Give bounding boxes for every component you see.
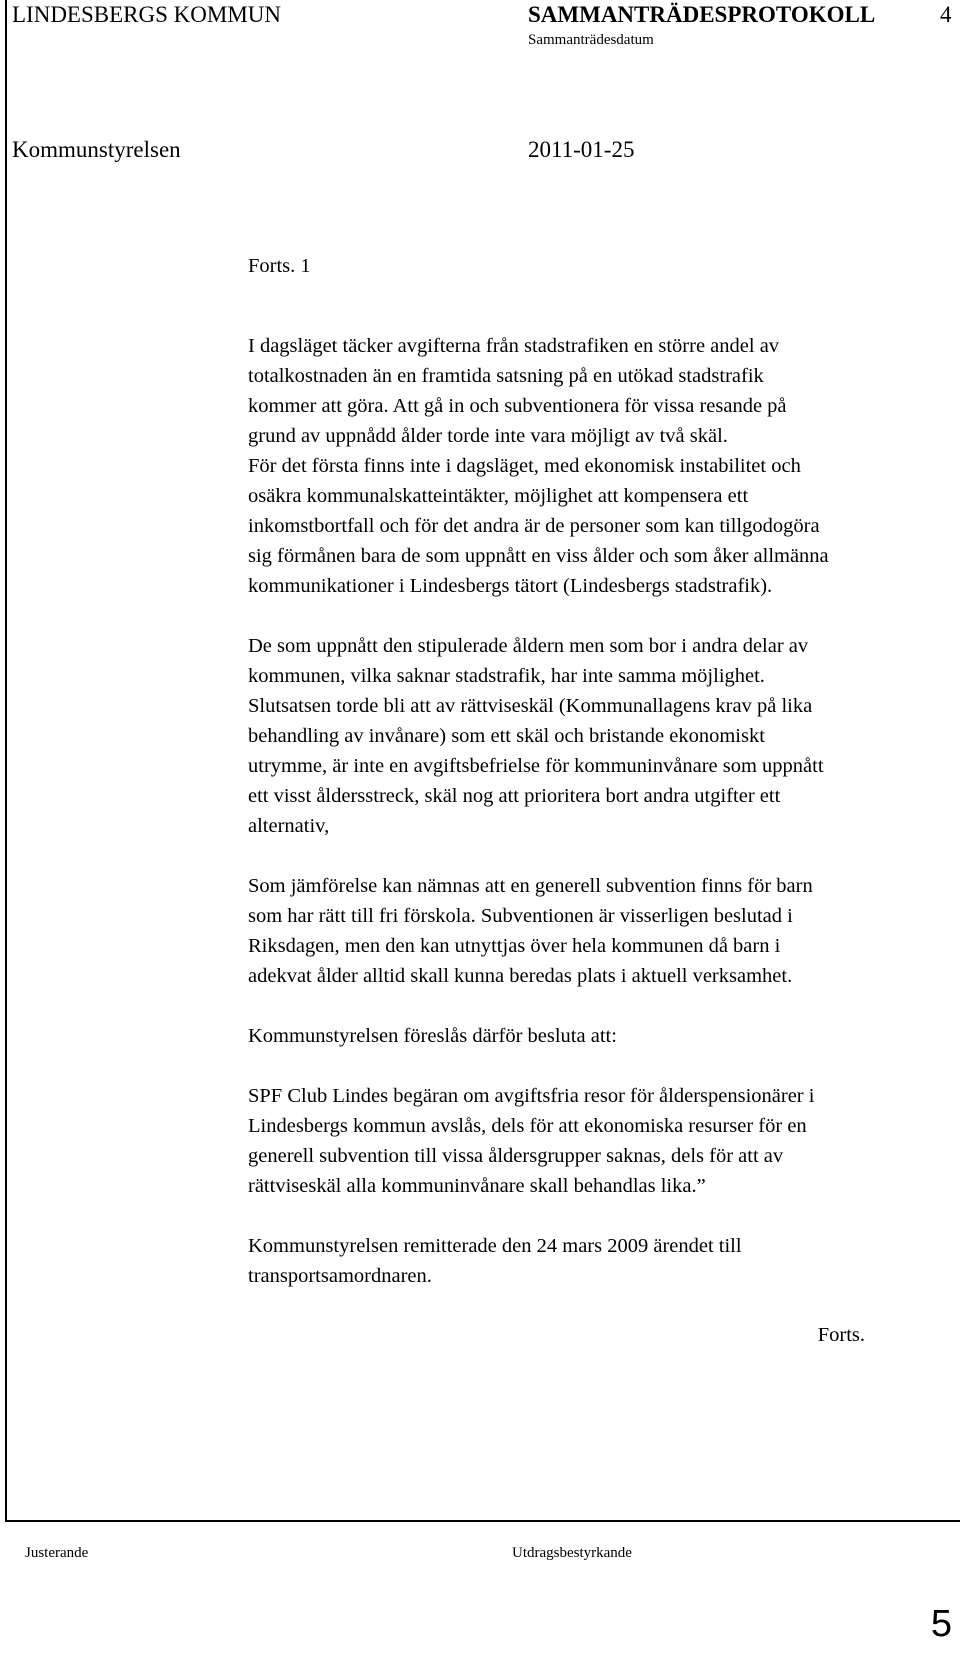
adjuster-label: Justerande xyxy=(25,1545,89,1561)
minutes-body xyxy=(248,251,960,1291)
text-line: SPF Club Lindes begäran om avgiftsfria resor för ålderspensionärer i xyxy=(248,1085,815,1107)
text-line: Riksdagen, men den kan utnyttjas över hela kommunen då barn i xyxy=(248,935,781,957)
text-line: behandling av invånare) som ett skäl och bristande ekonomiskt xyxy=(248,725,765,747)
meeting-date-label: Sammanträdesdatum xyxy=(528,32,654,48)
page-number: 4 xyxy=(940,2,952,27)
section-number: 5 xyxy=(930,1603,952,1645)
text-line: Som jämförelse kan nämnas att en generell subvention finns för barn xyxy=(248,875,813,897)
continued-label: Forts. 1 xyxy=(248,255,311,277)
document-title: SAMMANTRÄDESPROTOKOLL xyxy=(528,2,876,27)
text-line: grund av uppnådd ålder torde inte vara möjligt av två skäl. xyxy=(248,425,728,447)
text-line: osäkra kommunalskatteintäkter, möjlighet att kompensera ett xyxy=(248,485,749,507)
paragraph-1 xyxy=(248,331,960,601)
continued-end-label: Forts. xyxy=(817,1324,865,1346)
text-line: Slutsatsen torde bli att av rättviseskäl (Kommunallagens krav på lika xyxy=(248,695,813,717)
text-line: ett visst åldersstreck, skäl nog att prioritera bort andra utgifter ett xyxy=(248,785,781,807)
paragraph-referral xyxy=(248,1231,960,1291)
text-line: kommunen, vilka saknar stadstrafik, har inte samma möjlighet. xyxy=(248,665,765,687)
left-margin-rule xyxy=(5,0,7,1520)
text-line: I dagsläget täcker avgifterna från stadstrafiken en större andel av xyxy=(248,335,780,357)
proposal-intro: Kommunstyrelsen föreslås därför besluta att: xyxy=(248,1025,617,1047)
text-line: adekvat ålder alltid skall kunna beredas plats i aktuell verksamhet. xyxy=(248,965,793,987)
text-line: utrymme, är inte en avgiftsbefrielse för kommuninvånare som uppnått xyxy=(248,755,824,777)
text-line: totalkostnaden än en framtida satsning på en utökad stadstrafik xyxy=(248,365,764,387)
paragraph-3 xyxy=(248,871,960,991)
municipality-name: LINDESBERGS KOMMUN xyxy=(12,2,281,27)
text-line: alternativ, xyxy=(248,815,330,837)
text-line: transportsamordnaren. xyxy=(248,1265,432,1287)
text-line: Kommunstyrelsen remitterade den 24 mars 2009 ärendet till xyxy=(248,1235,742,1257)
text-line: Lindesbergs kommun avslås, dels för att ekonomiska resurser för en xyxy=(248,1115,807,1137)
text-line: De som uppnått den stipulerade åldern men som bor i andra delar av xyxy=(248,635,809,657)
text-line: generell subvention till vissa åldersgrupper saknas, dels för att av xyxy=(248,1145,784,1167)
text-line: kommer att göra. Att gå in och subventionera för vissa resande på xyxy=(248,395,787,417)
paragraph-2 xyxy=(248,631,960,841)
text-line: som har rätt till fri förskola. Subventionen är visserligen beslutad i xyxy=(248,905,793,927)
footer-rule xyxy=(5,1520,960,1522)
text-line: sig förmånen bara de som uppnått en viss ålder och som åker allmänna xyxy=(248,545,829,567)
text-line: rättviseskäl alla kommuninvånare skall behandlas lika.” xyxy=(248,1175,706,1197)
certification-label: Utdragsbestyrkande xyxy=(512,1545,632,1561)
meeting-date: 2011-01-25 xyxy=(528,137,635,162)
paragraph-decision xyxy=(248,1081,960,1201)
text-line: inkomstbortfall och för det andra är de personer som kan tillgodogöra xyxy=(248,515,820,537)
committee-name: Kommunstyrelsen xyxy=(12,137,181,162)
text-line: kommunikationer i Lindesbergs tätort (Lindesbergs stadstrafik). xyxy=(248,575,773,597)
text-line: För det första finns inte i dagsläget, med ekonomisk instabilitet och xyxy=(248,455,801,477)
